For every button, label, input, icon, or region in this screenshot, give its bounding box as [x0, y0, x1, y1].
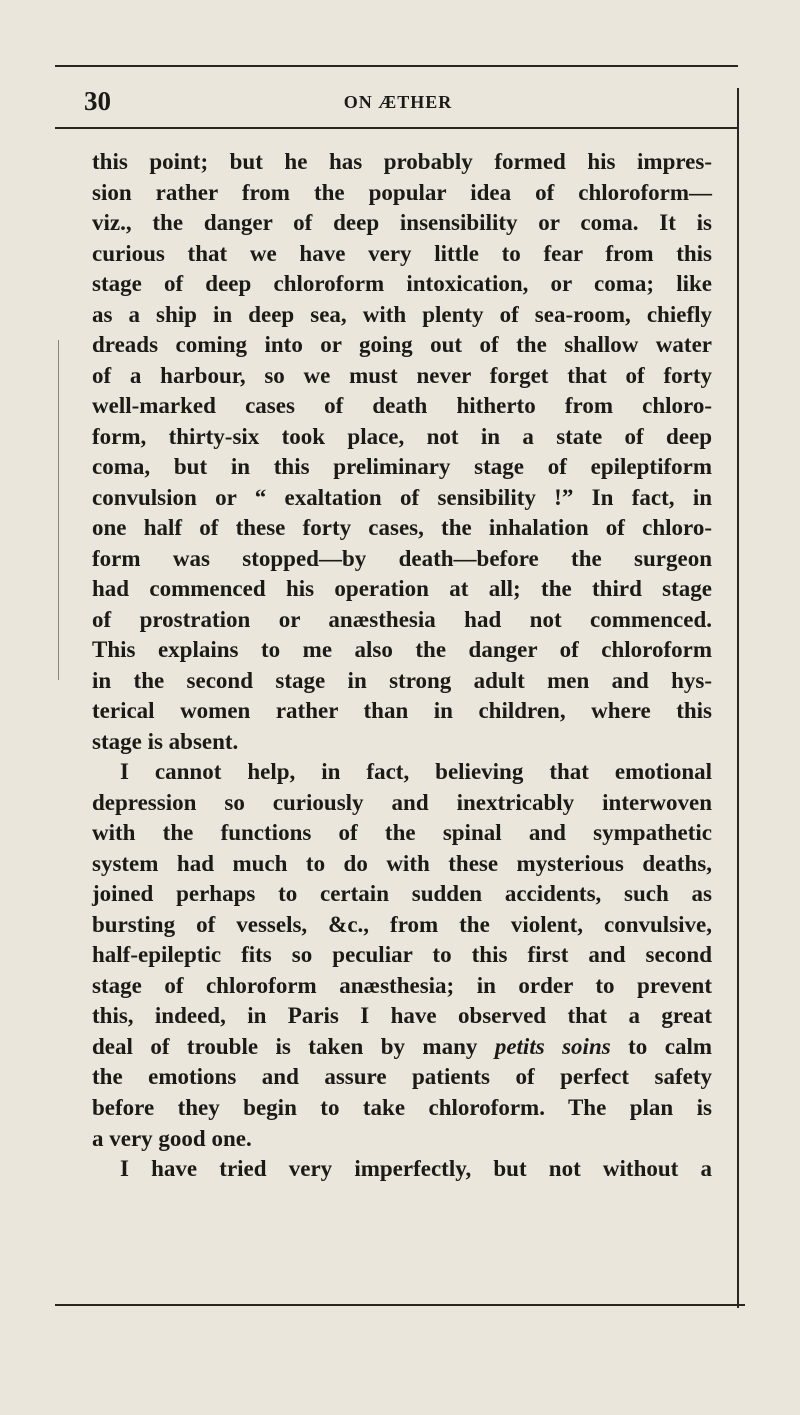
text-line: of a harbour, so we must never forget that of forty: [92, 362, 712, 388]
text-fragment: to calm: [610, 1033, 712, 1059]
text-line: this, indeed, in Paris I have observed that a great: [92, 1003, 712, 1029]
text-line: curious that we have very little to fear from this: [92, 240, 712, 266]
text-line: half-epileptic fits so peculiar to this first and second: [92, 942, 712, 968]
text-line: coma, but in this preliminary stage of epileptiform: [92, 454, 712, 480]
text-line: sion rather from the popular idea of chloroform—: [92, 179, 712, 205]
text-fragment: deal of trouble is taken by many: [92, 1033, 495, 1059]
text-line: system had much to do with these mysterious deaths,: [92, 850, 712, 876]
text-line: of prostration or anæsthesia had not commenced.: [92, 606, 712, 632]
text-line: had commenced his operation at all; the third stage: [92, 576, 712, 602]
text-line: with the functions of the spinal and sympathetic: [92, 820, 712, 846]
header-top-rule: [55, 65, 738, 67]
text-line: joined perhaps to certain sudden accidents, such as: [92, 881, 712, 907]
page-edge-left: [58, 340, 59, 680]
footer-rule: [55, 1304, 745, 1306]
text-line: one half of these forty cases, the inhalation of chloro-: [92, 515, 712, 541]
text-line: form was stopped—by death—before the surgeon: [92, 545, 712, 571]
text-line: stage is absent.: [92, 728, 239, 754]
text-line: well-marked cases of death hitherto from chloro-: [92, 393, 712, 419]
page-number: 30: [84, 86, 111, 116]
text-line: [92, 1032, 712, 1063]
body-text: [92, 147, 712, 1185]
text-line: stage of chloroform anæsthesia; in order to prevent: [92, 972, 712, 998]
text-line: I have tried very imperfectly, but not without a: [120, 1156, 712, 1182]
text-line: in the second stage in strong adult men and hys-: [92, 667, 712, 693]
text-line: depression so curiously and inextricably interwoven: [92, 789, 712, 815]
text-line: the emotions and assure patients of perfect safety: [92, 1064, 712, 1090]
italic-phrase: petits soins: [494, 1033, 611, 1059]
text-line: dreads coming into or going out of the shallow water: [92, 332, 712, 358]
text-line: viz., the danger of deep insensibility or coma. It is: [92, 210, 712, 236]
text-line: a very good one.: [92, 1125, 252, 1151]
text-line: convulsion or “ exaltation of sensibility !” In fact, in: [92, 484, 712, 510]
page-header: [80, 82, 716, 118]
header-bottom-rule: [55, 127, 738, 129]
running-head: ON ÆTHER: [343, 92, 453, 112]
text-line: before they begin to take chloroform. The plan is: [92, 1094, 712, 1120]
text-line: form, thirty-six took place, not in a state of deep: [92, 423, 712, 449]
text-line: this point; but he has probably formed his impres-: [92, 149, 712, 174]
text-line: bursting of vessels, &c., from the violent, convulsive,: [92, 911, 712, 937]
text-line: stage of deep chloroform intoxication, or coma; like: [92, 271, 712, 297]
text-line: terical women rather than in children, where this: [92, 698, 712, 724]
text-line: as a ship in deep sea, with plenty of sea-room, chiefly: [92, 301, 712, 327]
text-line: This explains to me also the danger of chloroform: [92, 637, 712, 663]
page-edge-right: [737, 88, 739, 1308]
text-line: I cannot help, in fact, believing that emotional: [120, 759, 712, 785]
